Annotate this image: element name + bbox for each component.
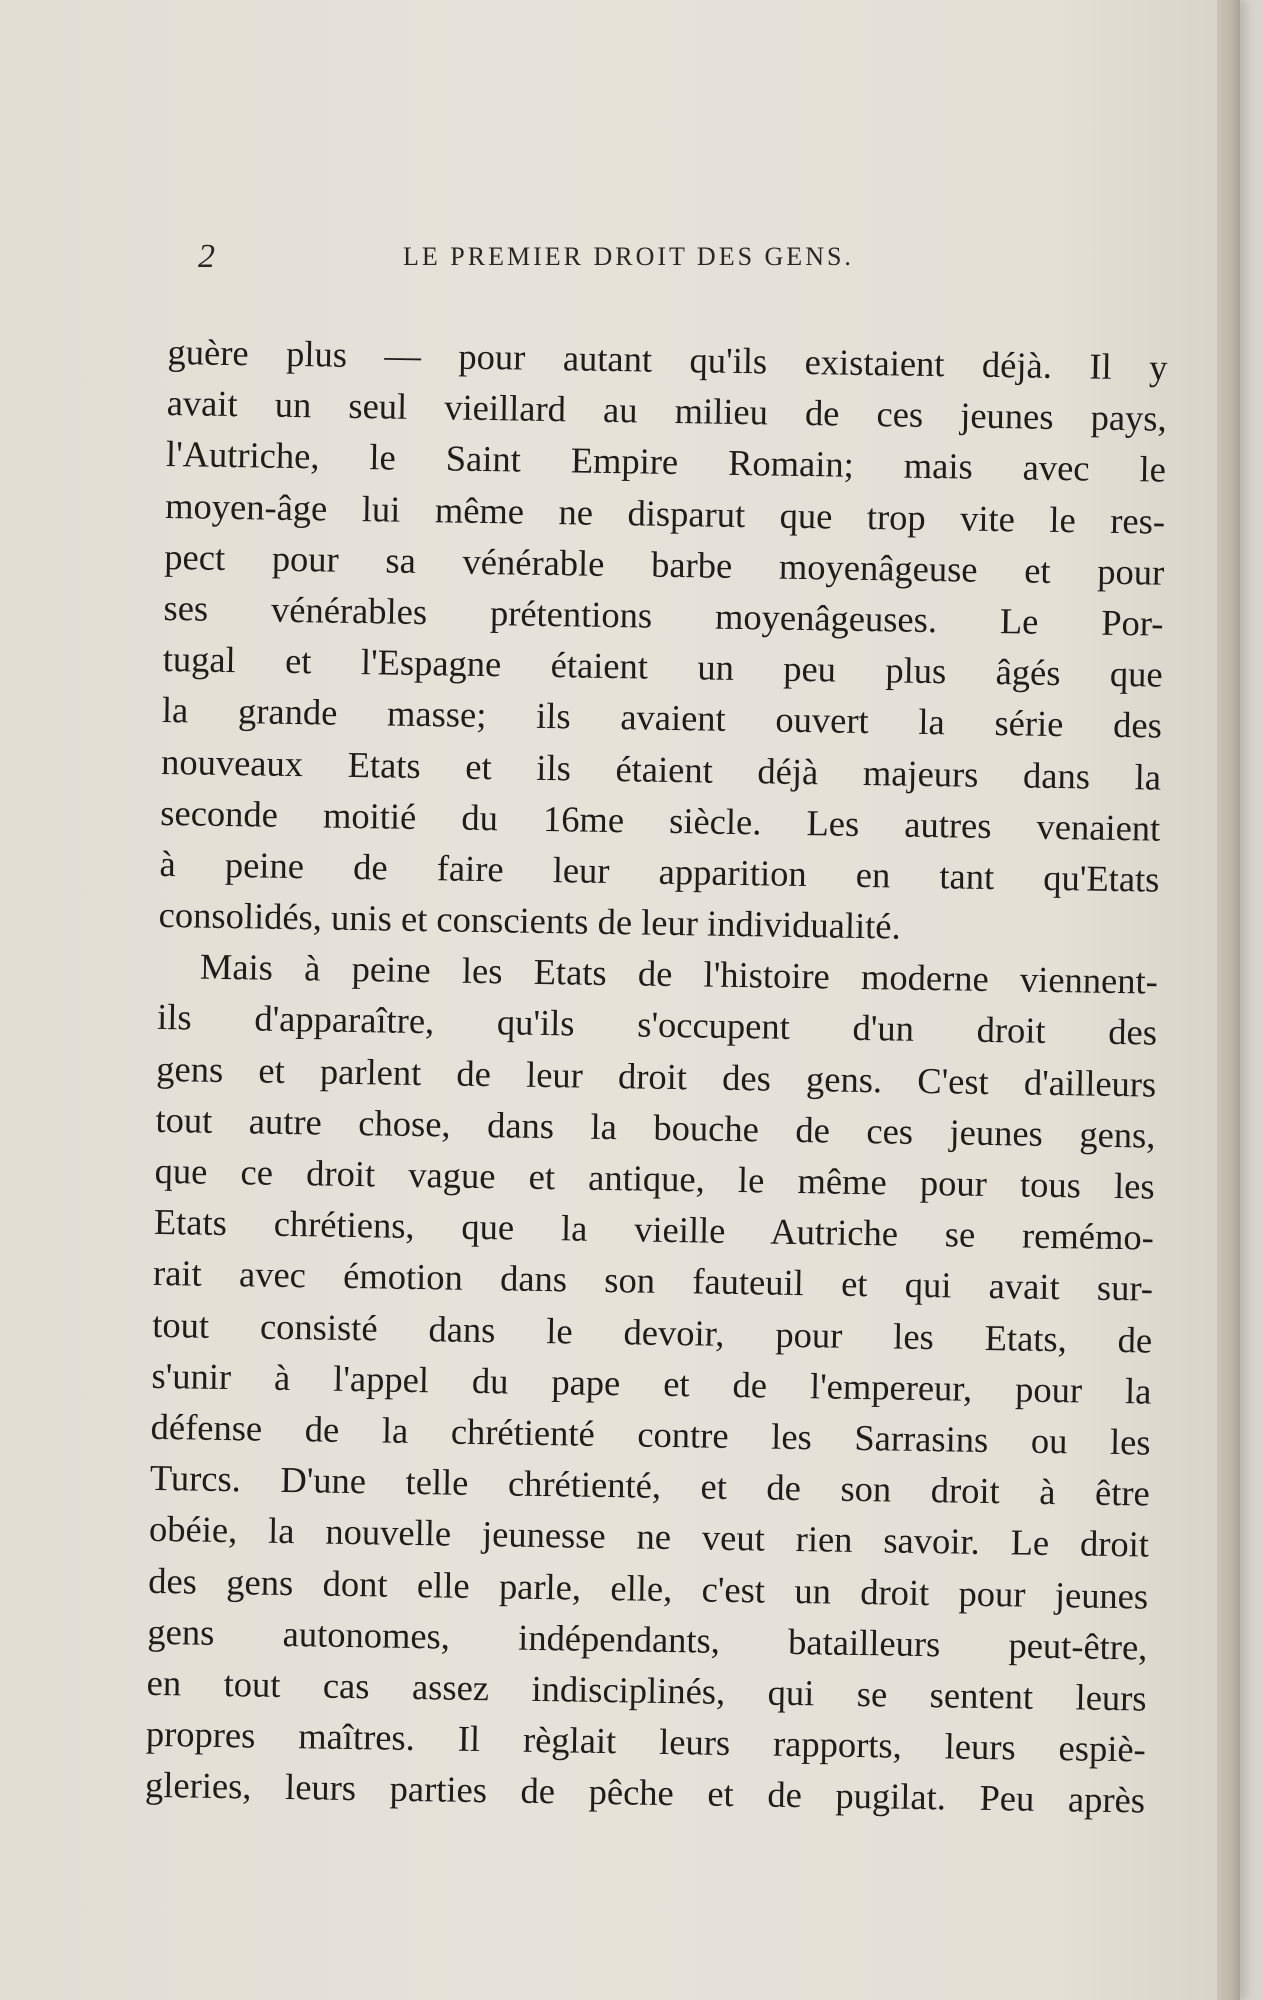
text-line: gens autonomes, indépendants, batailleurs peut-être,	[147, 1610, 1148, 1668]
page-edge	[1217, 0, 1240, 2000]
text-line: la grande masse; ils avaient ouvert la série des	[161, 689, 1163, 746]
text-line: seconde moitié du 16me siècle. Les autres venaient	[160, 791, 1161, 849]
text-line: Mais à peine les Etats de l'histoire moderne viennent-	[199, 945, 1159, 1002]
text-line: consolidés, unis et conscients de leur individualité.	[158, 893, 902, 947]
text-line: défense de la chrétienté contre les Sarrasins ou les	[150, 1405, 1151, 1463]
text-line: que ce droit vague et antique, le même pour tous les	[154, 1149, 1155, 1207]
text-line: guère plus — pour autant qu'ils existaient déjà. Il y	[167, 330, 1168, 388]
text-line: obéie, la nouvelle jeunesse ne veut rien savoir. Le droit	[148, 1508, 1150, 1565]
text-line: s'unir à l'appel du pape et de l'empereur, pour la	[151, 1354, 1152, 1412]
text-line: Etats chrétiens, que la vieille Autriche se remémo-	[153, 1201, 1155, 1258]
text-line: nouveaux Etats et ils étaient déjà majeurs dans la	[160, 740, 1162, 798]
text-line: tout autre chose, dans la bouche de ces jeunes gens,	[155, 1098, 1156, 1156]
body-text	[145, 326, 1168, 1826]
text-line: tout consisté dans le devoir, pour les Etats, de	[152, 1303, 1153, 1361]
text-line: en tout cas assez indisciplinés, qui se sentent leurs	[146, 1661, 1147, 1719]
text-line: ses vénérables prétentions moyenâgeuses. Le Por-	[163, 586, 1164, 644]
text-line: pect pour sa vénérable barbe moyenâgeuse et pour	[164, 535, 1165, 593]
text-line: des gens dont elle parle, elle, c'est un droit pour jeunes	[147, 1559, 1149, 1617]
text-line: rait avec émotion dans son fauteuil et qui avait sur-	[152, 1252, 1154, 1309]
page-header	[198, 238, 978, 282]
running-title: LE PREMIER DROIT DES GENS.	[403, 242, 854, 271]
page-number: 2	[198, 238, 215, 275]
text-line: tugal et l'Espagne étaient un peu plus âgés que	[162, 638, 1163, 695]
text-line: gleries, leurs parties de pêche et de pugilat. Peu après	[144, 1764, 1146, 1821]
text-line: propres maîtres. Il règlait leurs rapports, leurs espiè-	[145, 1712, 1147, 1770]
text-line: gens et parlent de leur droit des gens. C'est d'ailleurs	[156, 1047, 1157, 1105]
text-line: à peine de faire leur apparition en tant qu'Etats	[159, 842, 1160, 900]
text-line: avait un seul vieillard au milieu de ces jeunes pays,	[166, 382, 1167, 439]
text-line: Turcs. D'une telle chrétienté, et de son droit à être	[149, 1456, 1151, 1514]
text-line: moyen-âge lui même ne disparut que trop vite le res-	[164, 484, 1166, 542]
text-line: ils d'apparaître, qu'ils s'occupent d'un droit des	[156, 996, 1158, 1054]
text-line: l'Autriche, le Saint Empire Romain; mais avec le	[165, 433, 1167, 491]
